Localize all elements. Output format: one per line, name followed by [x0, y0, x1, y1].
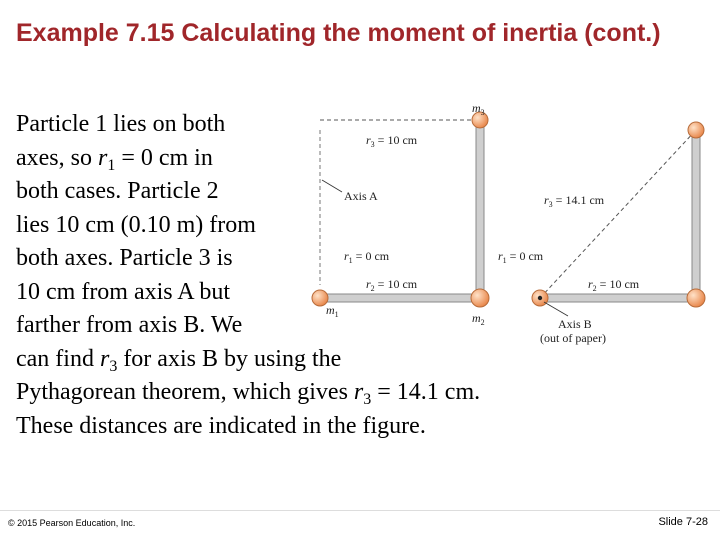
- footer-divider: [0, 510, 720, 511]
- body-line: lies 10 cm (0.10 m) from: [16, 211, 256, 238]
- label-m2: $m_2$: [472, 311, 485, 327]
- particle-m2: [471, 289, 489, 307]
- body-line: Particle 1 lies on both: [16, 111, 226, 137]
- body-line: axes, so $r_1 = 0$ cm in: [16, 144, 213, 174]
- slide-number: Slide 7-28: [658, 516, 708, 528]
- vertical-rod: [476, 120, 484, 298]
- slide-title: Example 7.15 Calculating the moment of inertia (cont.): [16, 19, 661, 47]
- body-line: farther from axis B. We: [16, 312, 243, 338]
- axis-b-pointer: [544, 302, 568, 316]
- particle-m2-right: [687, 289, 705, 307]
- horizontal-rod-right: [540, 294, 698, 302]
- vertical-rod-right: [692, 130, 700, 298]
- label-r1-right: $r_1 = 0$ cm: [498, 249, 544, 265]
- body-line: both axes. Particle 3 is: [16, 245, 233, 271]
- copyright-text: © 2015 Pearson Education, Inc.: [8, 518, 136, 528]
- body-line: can find $r_3$ for axis B by using the: [16, 345, 342, 375]
- label-m1: $m_1$: [326, 303, 339, 319]
- label-r3-left: $r_3 = 10$ cm: [366, 133, 418, 149]
- horizontal-rod: [320, 294, 482, 302]
- label-r2-left: $r_2 = 10$ cm: [366, 277, 418, 293]
- figure-left: [312, 101, 489, 327]
- r3-diagonal-line: [540, 130, 696, 298]
- body-line: both cases. Particle 2: [16, 178, 219, 204]
- label-axis-a: Axis A: [344, 189, 378, 203]
- axis-a-pointer: [322, 180, 342, 192]
- particle-m3-right: [688, 122, 704, 138]
- body-line: 10 cm from axis A but: [16, 278, 230, 305]
- label-m3: $m_3$: [472, 101, 485, 117]
- label-r2-right: $r_2 = 10$ cm: [588, 277, 640, 293]
- label-r3-right: $r_3 = 14.1$ cm: [544, 193, 605, 209]
- body-line: Pythagorean theorem, which gives $r_3 = 14.1$ cm.: [16, 379, 481, 408]
- axis-b-dot: [538, 296, 542, 300]
- label-axis-b-note: (out of paper): [540, 331, 606, 345]
- label-axis-b: Axis B: [558, 317, 592, 331]
- label-r1-left: $r_1 = 0$ cm: [344, 249, 390, 265]
- figure-right: [498, 122, 705, 345]
- body-line: These distances are indicated in the figure.: [16, 412, 426, 439]
- moment-of-inertia-figure: [300, 100, 720, 360]
